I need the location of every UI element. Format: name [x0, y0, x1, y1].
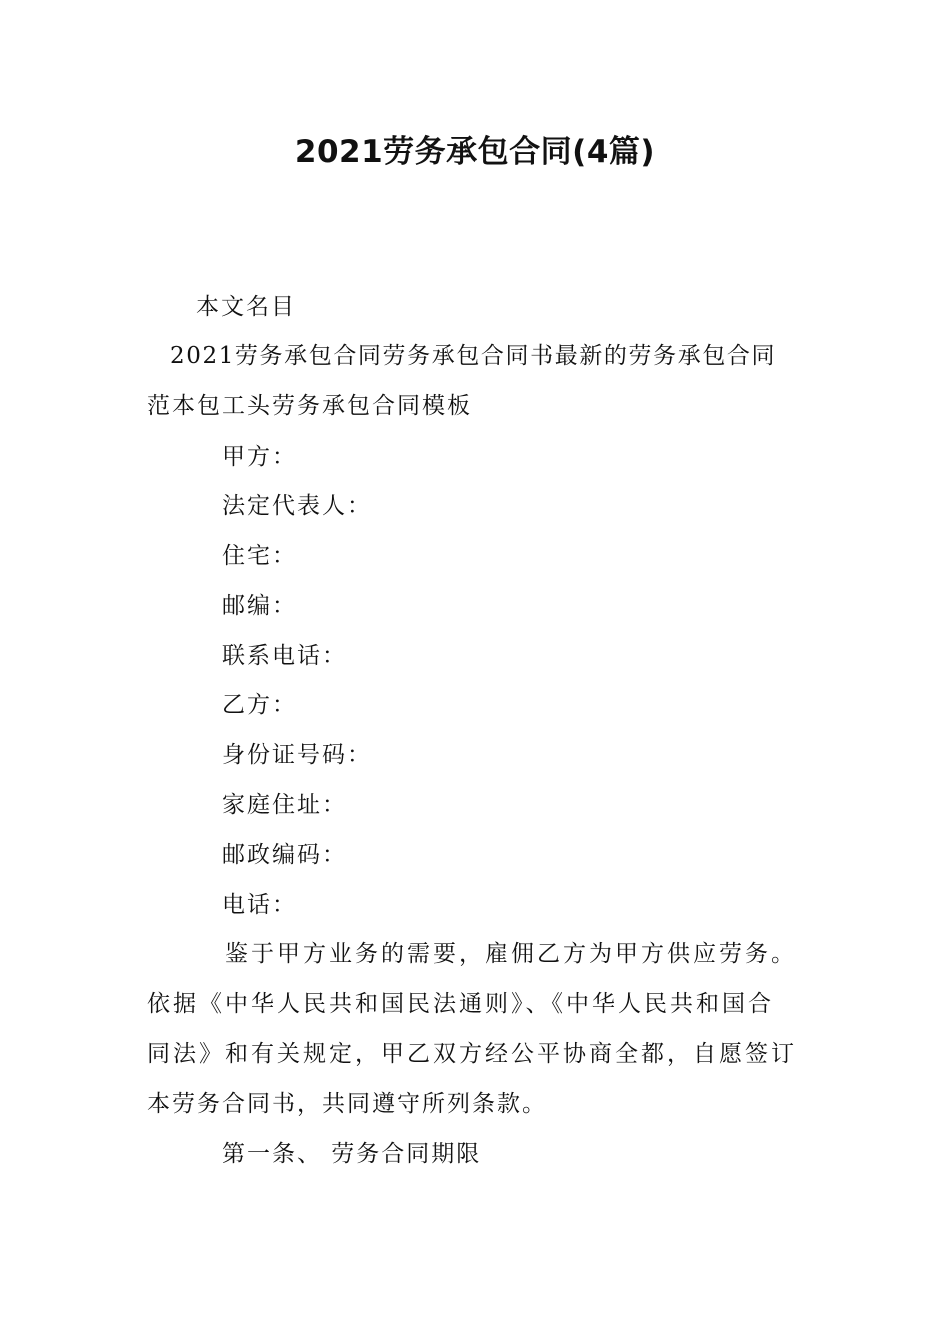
field-postal-code: 邮政编码： [222, 842, 347, 868]
field-party-a: 甲方： [222, 444, 297, 470]
body-line-1: 鉴于甲方业务的需要，雇佣乙方为甲方供应劳务。 [225, 941, 797, 967]
field-id-number: 身份证号码： [222, 742, 372, 768]
toc-line-2: 范本包工头劳务承包合同模板 [147, 393, 472, 419]
field-home-address: 家庭住址： [222, 792, 347, 818]
document-title: 2021劳务承包合同(4篇) [294, 134, 656, 170]
body-line-4: 本劳务合同书，共同遵守所列条款。 [147, 1091, 547, 1117]
field-phone: 电话： [222, 892, 297, 918]
field-contact-phone: 联系电话： [222, 643, 347, 669]
field-party-b: 乙方： [222, 692, 297, 718]
body-line-3: 同法》和有关规定，甲乙双方经公平协商全都，自愿签订 [147, 1041, 797, 1067]
body-line-2: 依据《中华人民共和国民法通则》、《中华人民共和国合 [147, 991, 774, 1017]
field-residence: 住宅： [222, 543, 297, 569]
field-legal-representative: 法定代表人： [222, 493, 372, 519]
toc-heading: 本文名目 [196, 294, 296, 320]
field-postcode: 邮编： [222, 593, 297, 619]
article-1-heading: 第一条、 劳务合同期限 [222, 1141, 482, 1167]
toc-line-1: 2021劳务承包合同劳务承包合同书最新的劳务承包合同 [170, 343, 777, 369]
